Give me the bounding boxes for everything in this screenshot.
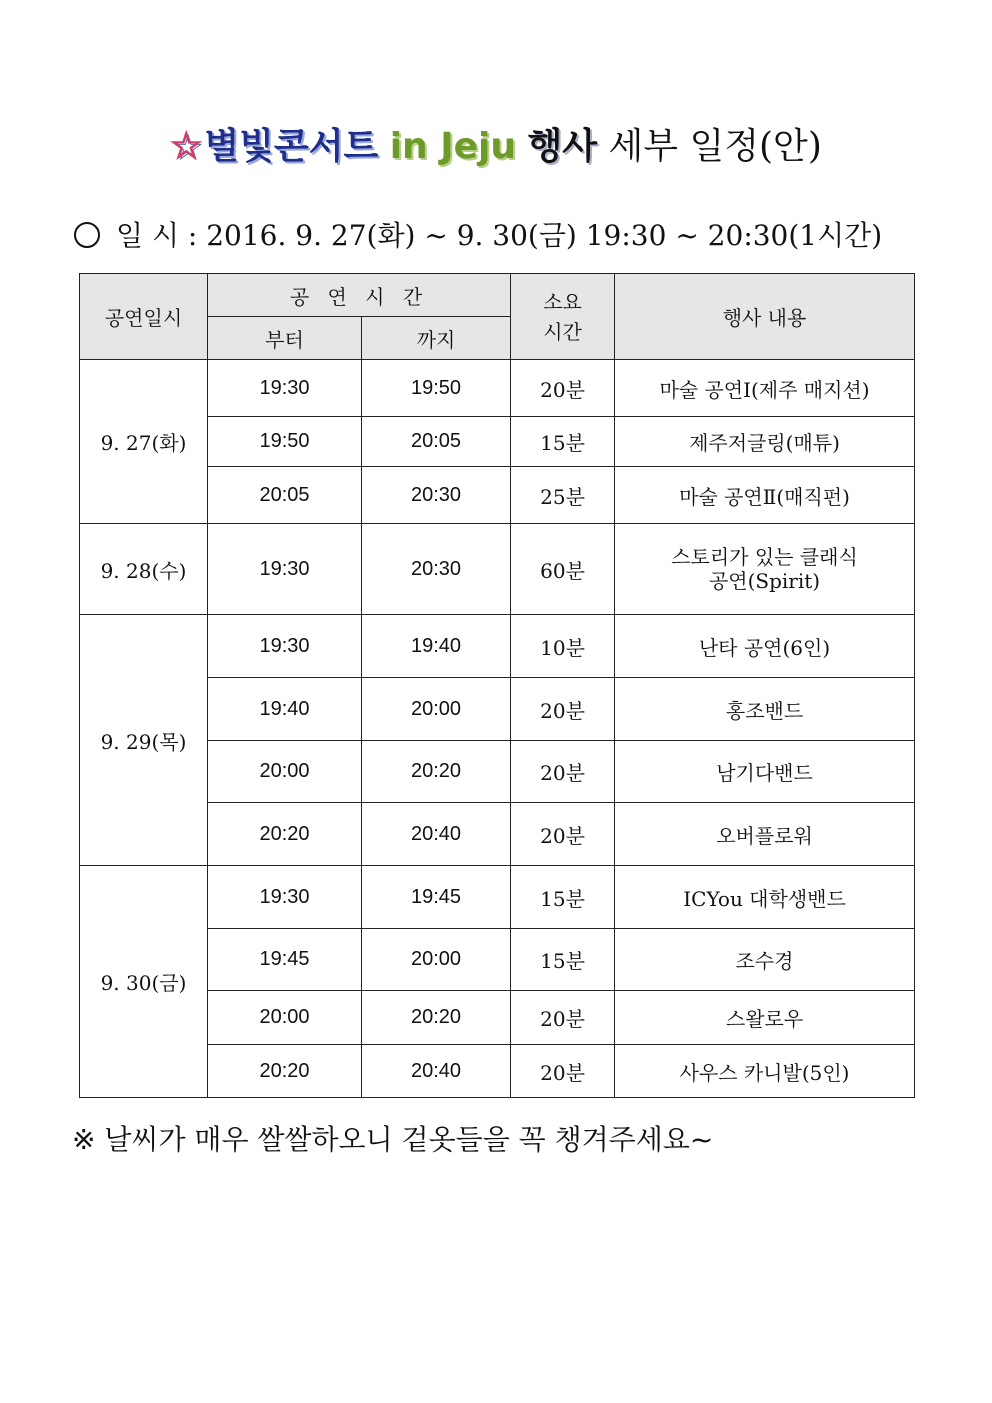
content-cell: ICYou 대학생밴드 [615, 866, 915, 929]
page-title [0, 118, 992, 169]
date-cell: 9. 30(금) [80, 866, 208, 1098]
content-cell: 제주저글링(매튜) [615, 417, 915, 467]
to-cell: 20:20 [362, 991, 511, 1045]
from-cell: 20:20 [208, 1045, 362, 1098]
to-cell: 20:30 [362, 524, 511, 615]
header-date: 공연일시 [80, 274, 208, 360]
content-cell: 마술 공연Ⅰ(제주 매지션) [615, 360, 915, 417]
content-cell: 스토리가 있는 클래식 공연(Spirit) [615, 524, 915, 615]
table-row [80, 866, 915, 929]
title-location: in Jeju [389, 126, 516, 167]
from-cell: 19:30 [208, 866, 362, 929]
from-cell: 19:50 [208, 417, 362, 467]
to-cell: 19:45 [362, 866, 511, 929]
content-cell: 마술 공연Ⅱ(매직펀) [615, 467, 915, 524]
table-row [80, 360, 915, 417]
from-cell: 19:30 [208, 360, 362, 417]
duration-cell: 20분 [511, 678, 615, 741]
from-cell: 20:20 [208, 803, 362, 866]
title-schedule: 세부 일정(안) [608, 126, 822, 167]
to-cell: 20:05 [362, 417, 511, 467]
circle-bullet-icon [74, 222, 100, 248]
duration-cell: 15분 [511, 866, 615, 929]
to-cell: 20:30 [362, 467, 511, 524]
from-cell: 20:00 [208, 991, 362, 1045]
duration-cell: 20분 [511, 803, 615, 866]
to-cell: 19:40 [362, 615, 511, 678]
date-cell: 9. 29(목) [80, 615, 208, 866]
content-cell: 조수경 [615, 929, 915, 991]
date-range-line [74, 214, 882, 254]
duration-cell: 20분 [511, 991, 615, 1045]
duration-cell: 60분 [511, 524, 615, 615]
content-cell: 사우스 카니발(5인) [615, 1045, 915, 1098]
star-icon: ☆ [170, 126, 203, 167]
to-cell: 19:50 [362, 360, 511, 417]
from-cell: 20:00 [208, 741, 362, 803]
to-cell: 20:20 [362, 741, 511, 803]
duration-cell: 15분 [511, 417, 615, 467]
content-cell: 난타 공연(6인) [615, 615, 915, 678]
duration-cell: 25분 [511, 467, 615, 524]
duration-cell: 20분 [511, 741, 615, 803]
content-cell: 스왈로우 [615, 991, 915, 1045]
to-cell: 20:40 [362, 803, 511, 866]
date-cell: 9. 27(화) [80, 360, 208, 524]
weather-note: ※ 날씨가 매우 쌀쌀하오니 겉옷들을 꼭 챙겨주세요~ [72, 1123, 714, 1156]
header-from: 부터 [208, 317, 362, 360]
title-concert-name: 별빛콘서트 [204, 126, 379, 167]
table-row [80, 615, 915, 678]
duration-cell: 10분 [511, 615, 615, 678]
title-event: 행사 [527, 126, 598, 167]
duration-cell: 20분 [511, 360, 615, 417]
content-cell: 남기다밴드 [615, 741, 915, 803]
content-cell: 오버플로워 [615, 803, 915, 866]
to-cell: 20:40 [362, 1045, 511, 1098]
header-time: 공 연 시 간 [208, 274, 511, 317]
to-cell: 20:00 [362, 929, 511, 991]
header-content: 행사 내용 [615, 274, 915, 360]
from-cell: 19:40 [208, 678, 362, 741]
header-to: 까지 [362, 317, 511, 360]
from-cell: 19:45 [208, 929, 362, 991]
date-range-text: 일 시 : 2016. 9. 27(화) ~ 9. 30(금) 19:30 ~ 20:30(1시간) [116, 219, 883, 252]
table-row [80, 524, 915, 615]
from-cell: 19:30 [208, 524, 362, 615]
content-cell: 홍조밴드 [615, 678, 915, 741]
header-duration: 소요 시간 [511, 274, 615, 360]
date-cell: 9. 28(수) [80, 524, 208, 615]
duration-cell: 20분 [511, 1045, 615, 1098]
to-cell: 20:00 [362, 678, 511, 741]
from-cell: 19:30 [208, 615, 362, 678]
duration-cell: 15분 [511, 929, 615, 991]
schedule-table [79, 273, 915, 1098]
from-cell: 20:05 [208, 467, 362, 524]
